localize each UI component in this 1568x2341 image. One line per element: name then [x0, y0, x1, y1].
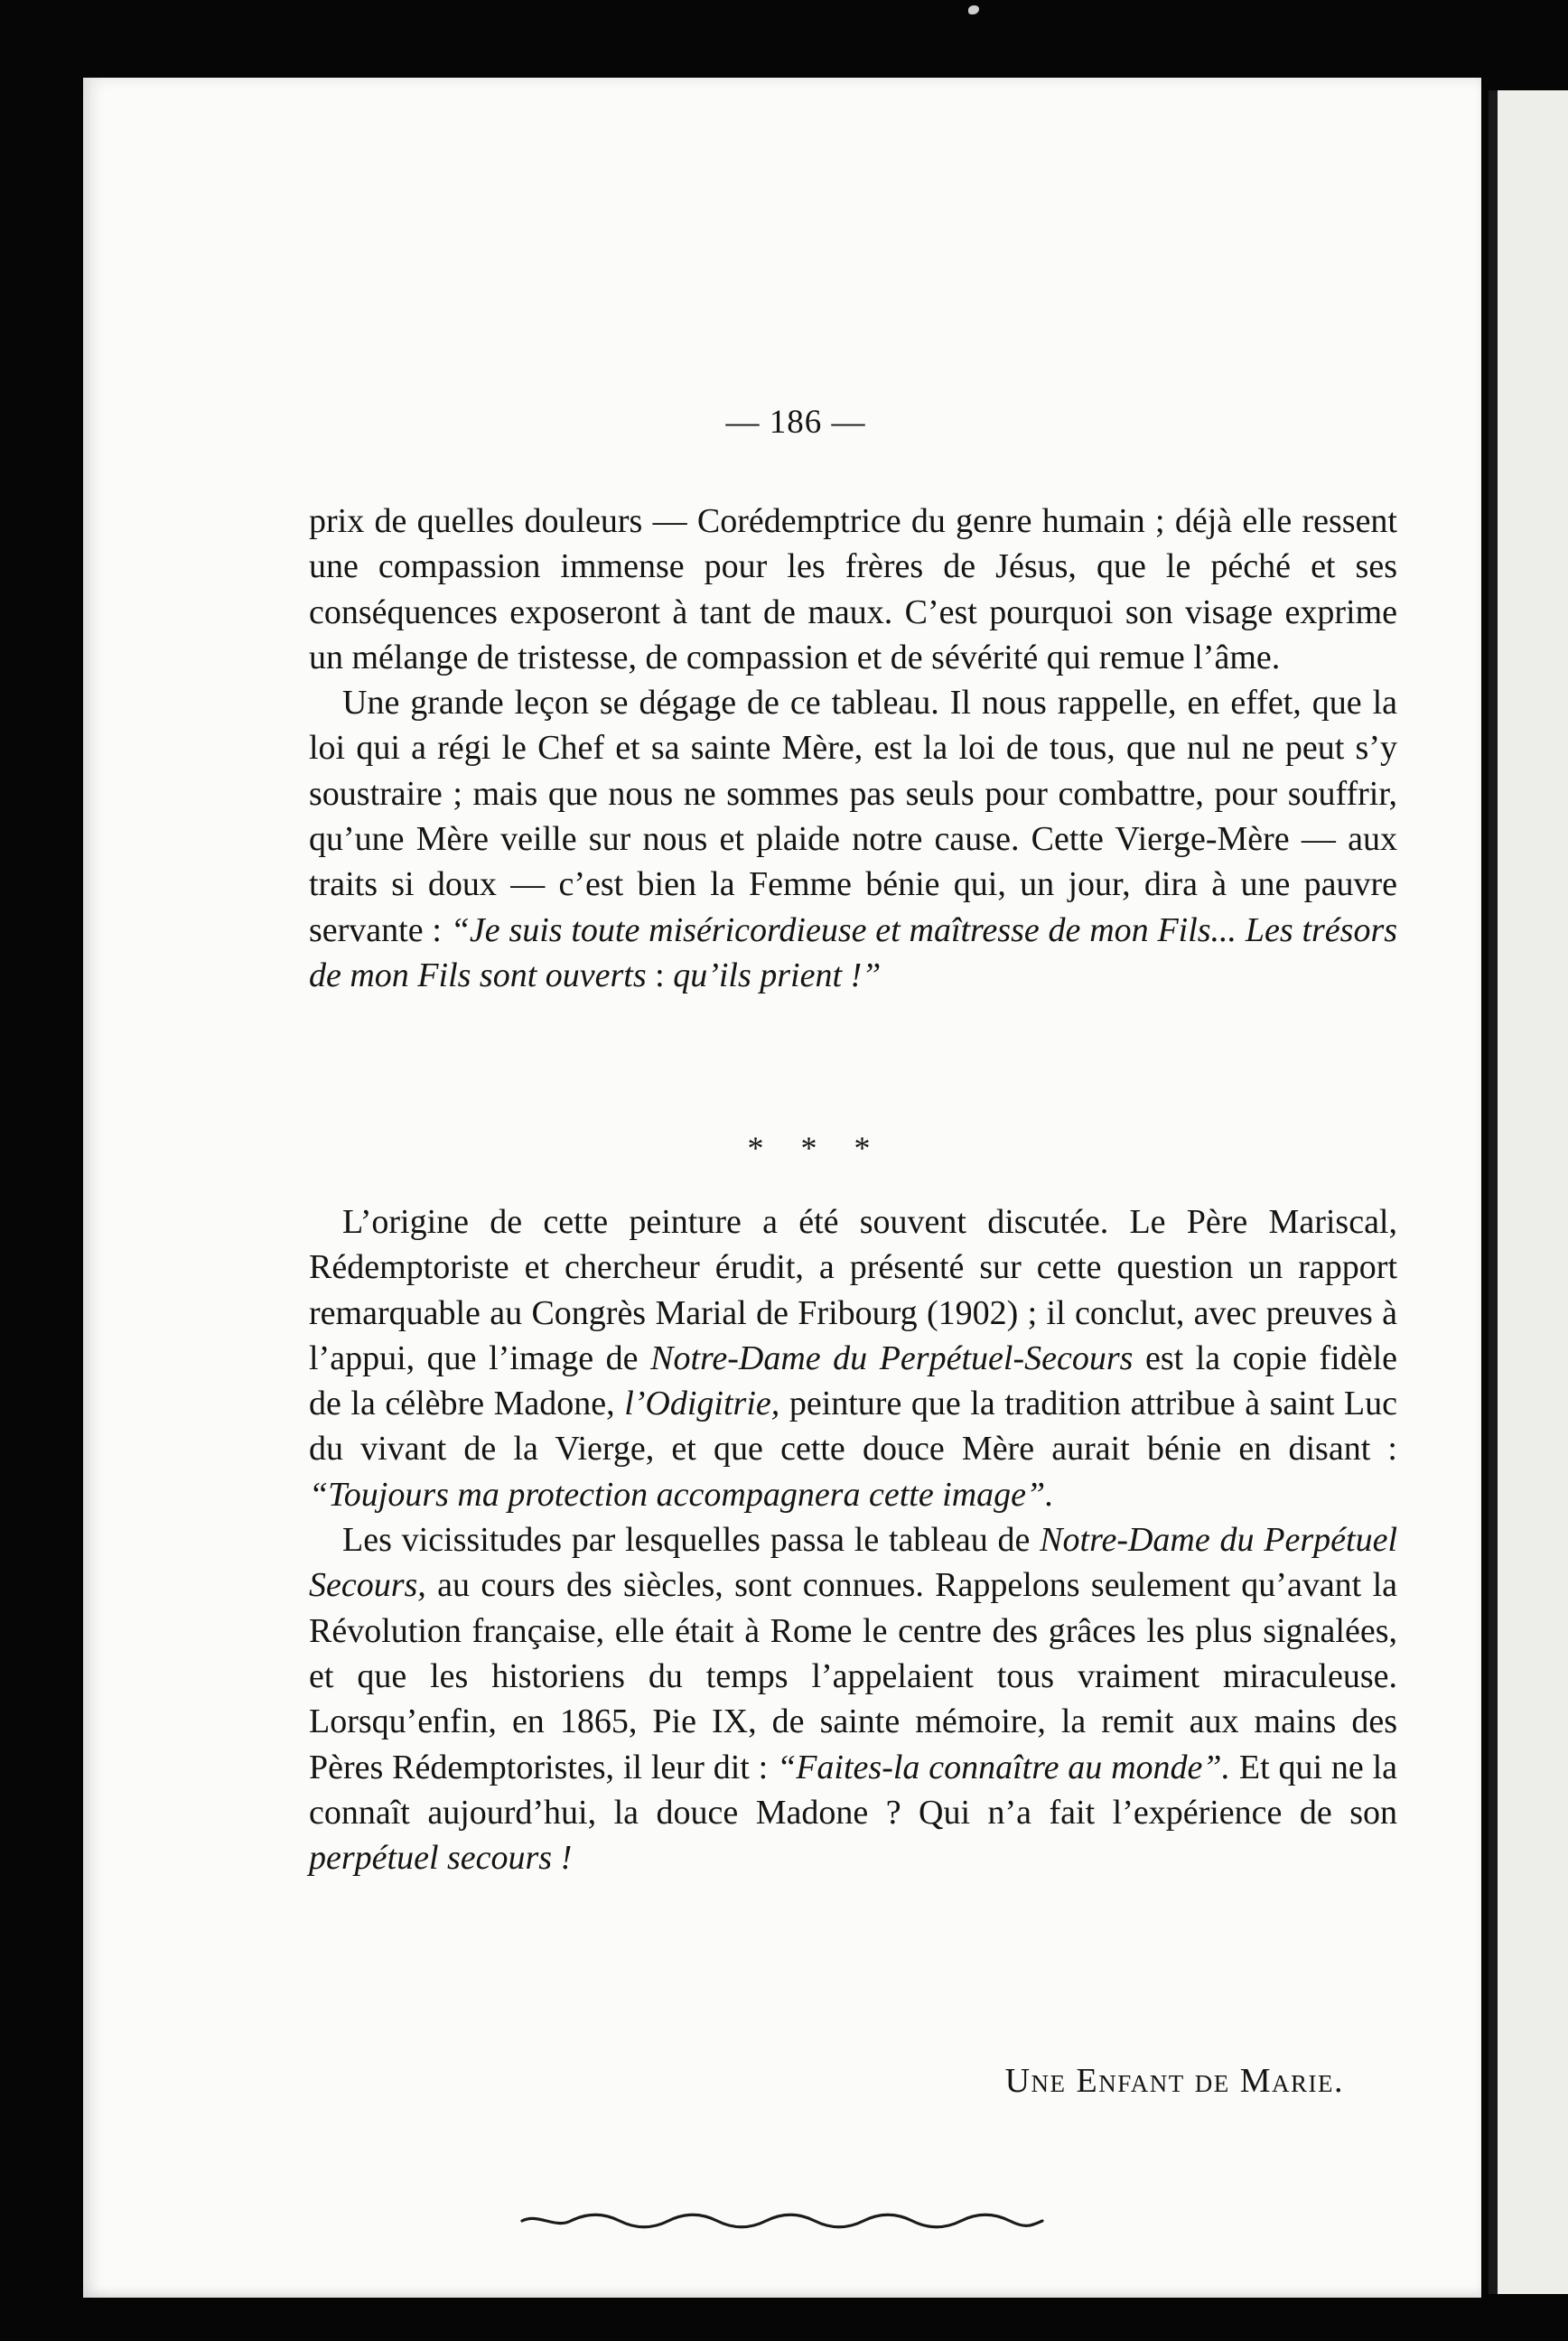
wavy-ornament-rule — [520, 2206, 1044, 2236]
text-block-top — [309, 499, 1397, 998]
next-page-edge — [1489, 90, 1568, 2294]
quote-toujours: “Toujours ma protection accompagnera cette image”. — [309, 1475, 1054, 1514]
phrase-perpetuel-secours: perpétuel secours ! — [309, 1839, 573, 1878]
title-perpetuel-secours-2: Notre-Dame du Perpétuel Secours, — [309, 1521, 1398, 1605]
paragraph-lesson: Une grande leçon se dégage de ce tableau. Il nous rappelle, en effet, que la loi qui a régi le Chef et sa sainte Mère, est la loi de tous, que nul ne peut s’y soustraire ; mais que nous ne sommes pas seuls pour combattre, pour souffrir, qu’une Mère veille sur nous et plaide notre cause. Cette Vierge-Mère — aux traits si doux — c’est bien la Femme bénie qui, un jour, dira à une pauvre servante : “Je suis toute miséricordieuse et maîtresse de mon Fils... Les trésors de mon Fils sont ouverts : qu’ils prient !” — [309, 684, 1398, 994]
title-odigitrie: l’Odigitrie, — [624, 1385, 780, 1423]
section-break-asterisks: * * * — [747, 1130, 885, 1166]
paragraph-continued: prix de quelles douleurs — Corédemptrice du genre humain ; déjà elle ressent une compassion immense pour les frères de Jésus, que le péché et ses conséquences exposeront à tant de maux. C’est pourquoi son visage exprime un mélange de tristesse, de compassion et de sévérité qui remue l’âme. — [309, 502, 1397, 676]
paragraph-origin: L’origine de cette peinture a été souvent discutée. Le Père Mariscal, Rédemptoriste et chercheur érudit, a présenté sur cette question un rapport remarquable au Congrès Marial de Fribourg (1902) ; il conclut, avec preuves à l’appui, que l’image de Notre-Dame du Perpétuel-Secours est la copie fidèle de la célèbre Madone, l’Odigitrie, peinture que la tradition attribue à saint Luc du vivant de la Vierge, et que cette douce Mère aurait bénie en disant : “Toujours ma protection accompagnera cette image”. — [309, 1203, 1398, 1514]
book-page — [83, 78, 1481, 2298]
paragraph-vicissitudes: Les vicissitudes par lesquelles passa le tableau de Notre-Dame du Perpétuel Secours, au cours des siècles, sont connues. Rappelons seulement qu’avant la Révolution française, elle était à Rome le centre des grâces les plus signalées, et que les historiens du temps l’appelaient tous vraiment miraculeuse. Lorsqu’enfin, en 1865, Pie IX, de sainte mémoire, la remit aux mains des Pères Rédemptoristes, il leur dit : “Faites-la connaître au monde”. Et qui ne la connaît aujourd’hui, la douce Madone ? Qui n’a fait l’expérience de son perpétuel secours ! — [309, 1521, 1398, 1878]
quote-faites-la: “Faites-la connaître au monde”. — [777, 1748, 1231, 1786]
page-number: — 186 — — [725, 404, 866, 441]
title-perpetuel-secours: Notre-Dame du Perpétuel-Secours — [650, 1338, 1134, 1377]
signature: Une Enfant de Marie. — [1004, 2062, 1344, 2100]
quote-misericordieuse: “Je suis toute miséricordieuse et maîtresse de mon Fils... Les trésors de mon Fils sont ouverts — [309, 910, 1398, 994]
text-block-bottom — [309, 1199, 1397, 1880]
quote-prient: qu’ils prient !” — [673, 956, 882, 994]
